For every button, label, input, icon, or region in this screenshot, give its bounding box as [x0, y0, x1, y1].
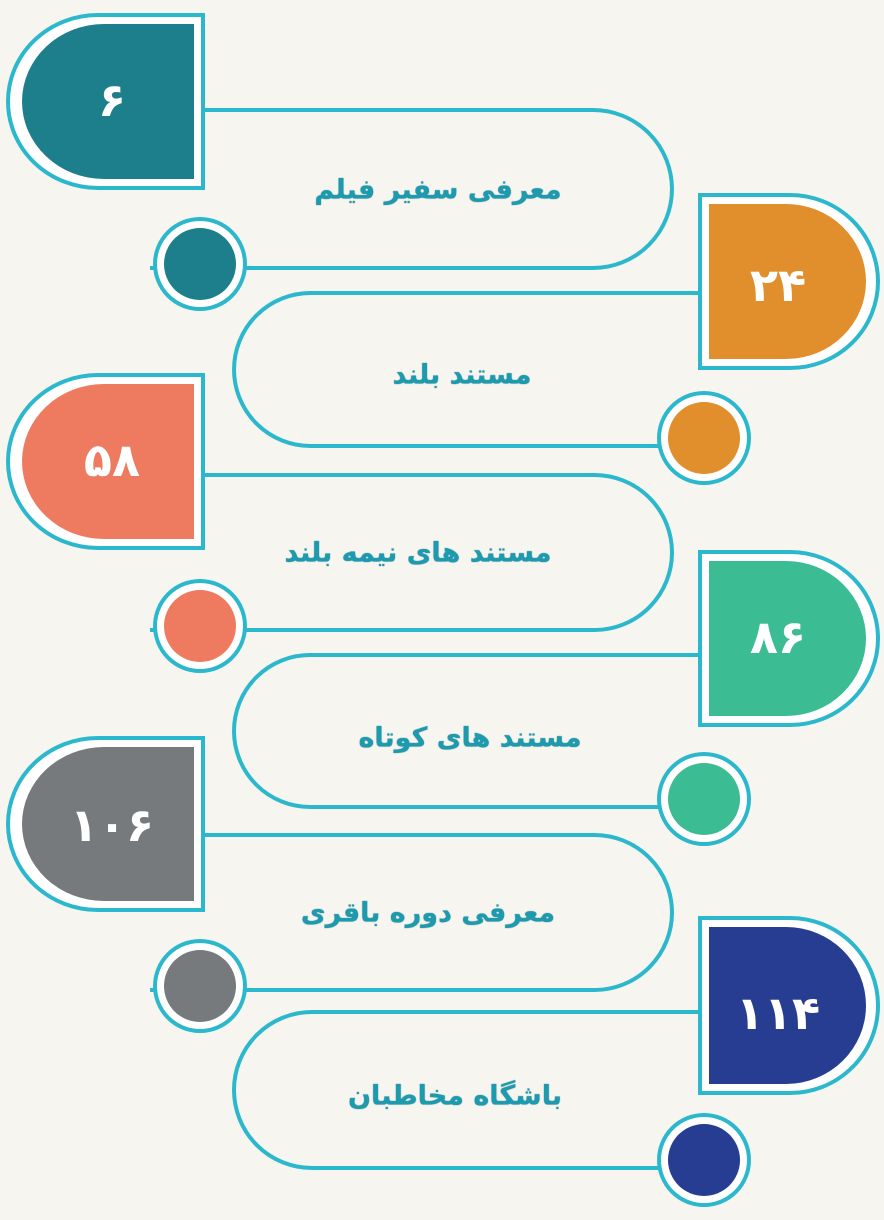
- step-3-number: ۵۸: [83, 433, 141, 487]
- step-3-dot: [164, 590, 236, 662]
- step-6-label: باشگاه مخاطبان: [348, 1080, 562, 1112]
- step-4-number: ۸۶: [749, 610, 807, 664]
- step-3-label: مستند های نیمه بلند: [284, 537, 552, 569]
- step-2-number: ۲۴: [749, 258, 807, 312]
- step-4-dot: [668, 763, 740, 835]
- step-4-label: مستند های کوتاه: [358, 722, 582, 754]
- step-1-dot: [164, 228, 236, 300]
- step-5-number: ۱۰۶: [69, 798, 155, 852]
- step-1-label: معرفی سفیر فیلم: [314, 174, 562, 206]
- step-6-number: ۱۱۴: [735, 986, 821, 1040]
- step-6-dot: [668, 1124, 740, 1196]
- step-1-number: ۶: [97, 73, 127, 127]
- step-5-label: معرفی دوره باقری: [300, 897, 556, 929]
- step-2-label: مستند بلند: [392, 359, 532, 391]
- step-2-dot: [668, 402, 740, 474]
- step-5-dot: [164, 950, 236, 1022]
